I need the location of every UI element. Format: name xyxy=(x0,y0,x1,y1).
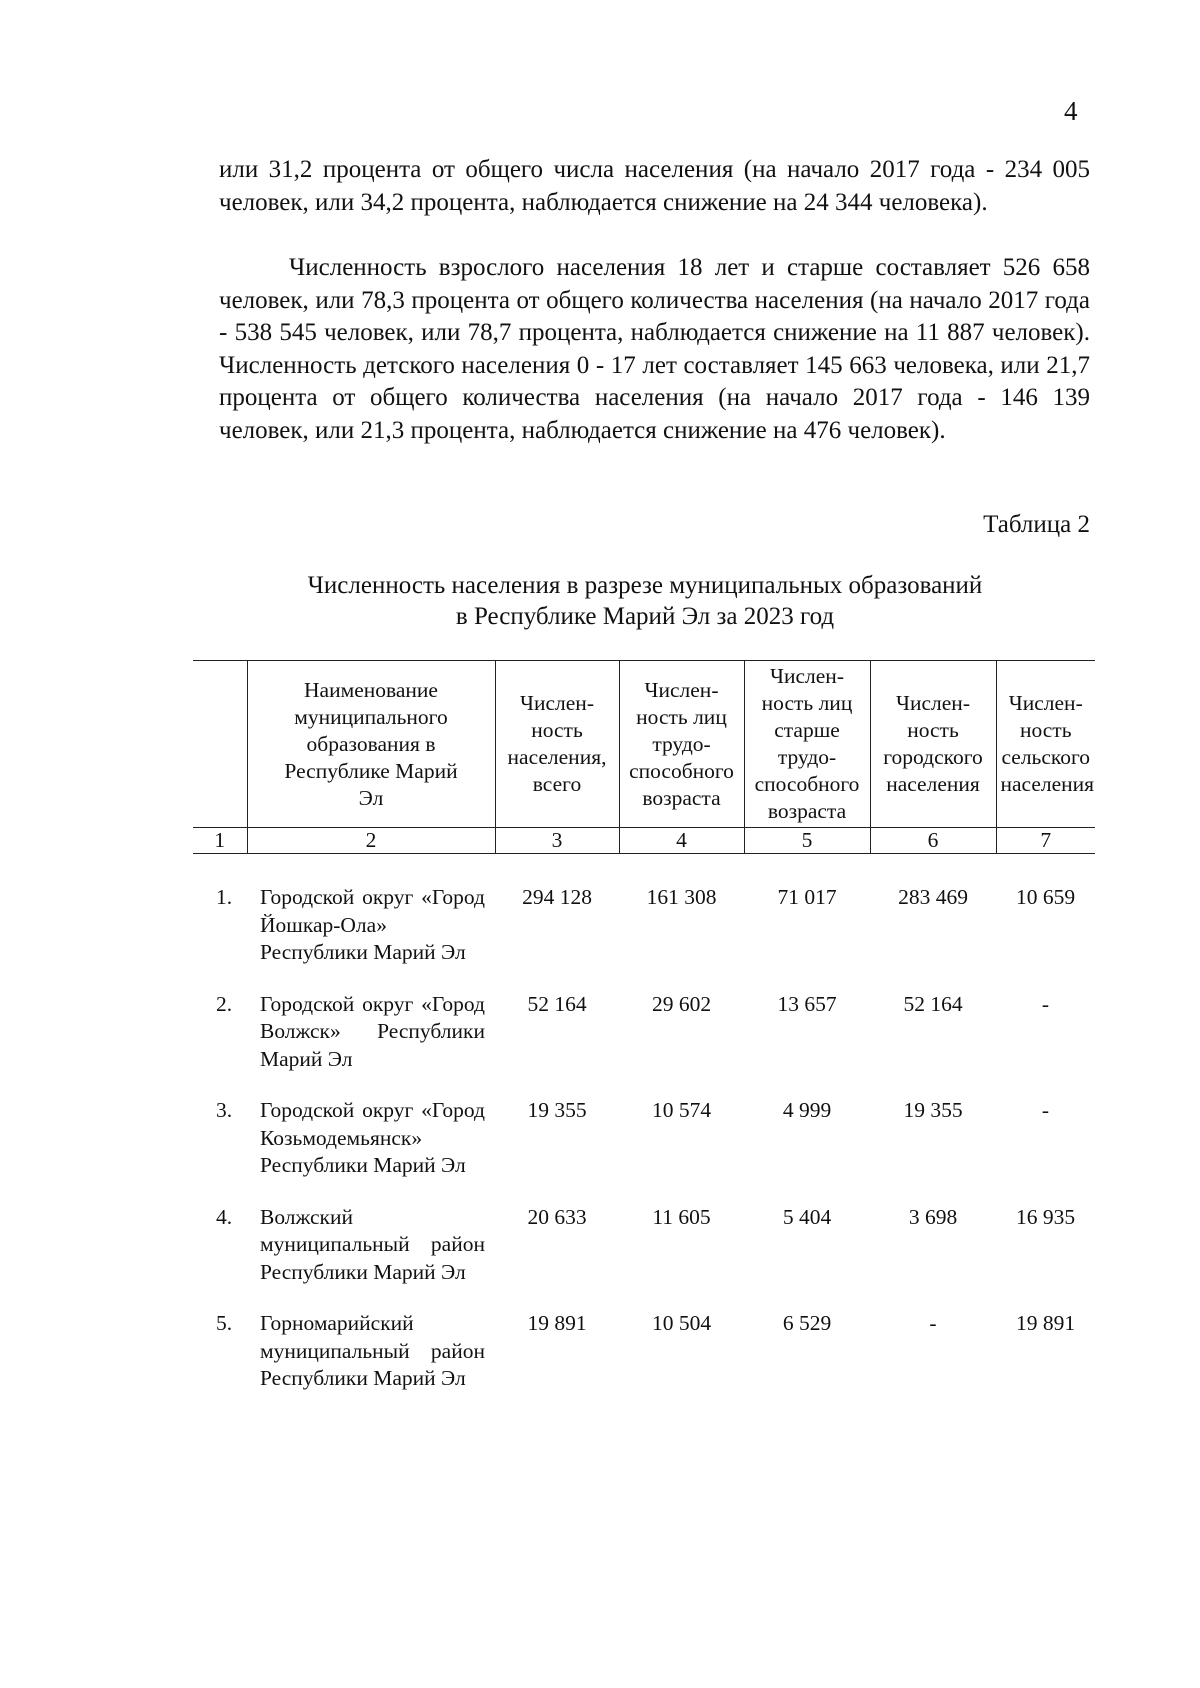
row-rural-population: 10 659 xyxy=(1015,885,1076,909)
row-total-population: 19 355 xyxy=(527,1098,587,1122)
table-row xyxy=(193,991,1095,1098)
header-older-than-working-age: Числен-ность лиц старше трудо-способного возраста xyxy=(744,661,870,828)
row-urban-population: 283 469 xyxy=(898,885,968,909)
row-working-age: 10 504 xyxy=(651,1311,712,1335)
table-row xyxy=(193,1204,1095,1311)
row-rural-population: 16 935 xyxy=(1015,1204,1076,1229)
row-working-age: 11 605 xyxy=(652,1204,711,1229)
row-older-than-working-age: 6 529 xyxy=(782,1311,832,1335)
column-number: 3 xyxy=(495,828,619,854)
row-index: 2. xyxy=(215,991,233,1016)
row-rural-population: - xyxy=(1041,991,1050,1016)
table-title xyxy=(195,570,1095,632)
row-working-age: 10 574 xyxy=(651,1098,712,1122)
row-municipality-name: Городской округ «Город Козьмодемьянск» Республики Марий Эл xyxy=(260,1098,485,1177)
header-rural-population: Числен-ность сельского населения xyxy=(996,661,1095,828)
header-urban-population: Числен-ность городского населения xyxy=(870,661,996,828)
row-older-than-working-age: 4 999 xyxy=(782,1098,832,1122)
paragraph-continuation: или 31,2 процента от общего числа населения (на начало 2017 года - 234 005 человек, или 34,2 процента, наблюдается снижение на 24 344 человека). xyxy=(219,156,1090,216)
table-title-line-1: Численность населения в разрезе муниципальных образований xyxy=(307,572,983,599)
column-number: 7 xyxy=(996,828,1095,854)
row-index: 5. xyxy=(215,1311,233,1335)
row-municipality-name: Городской округ «Город Волжск» Республики Марий Эл xyxy=(260,991,485,1071)
row-municipality-name: Волжский муниципальный район Республики Марий Эл xyxy=(260,1204,485,1284)
table-row xyxy=(193,1097,1095,1204)
row-urban-population: 3 698 xyxy=(908,1204,958,1229)
table-header-row xyxy=(193,661,1095,828)
column-number: 5 xyxy=(744,828,870,854)
row-municipality-name: Городской округ «Город Йошкар-Ола» Республики Марий Эл xyxy=(260,885,485,964)
header-total-population: Числен-ность населения, всего xyxy=(495,661,619,828)
header-index xyxy=(193,661,247,828)
row-index: 1. xyxy=(215,885,233,909)
paragraph-adult-child-population: Численность взрослого населения 18 лет и старше составляет 526 658 человек, или 78,3 процента от общего количества населения (на начало 2017 года - 538 545 человек, или 78,7 процента, наблюдается снижение на 11 887 человек). Численность детского населения 0 - 17 лет составляет 145 663 человека, или 21,7 процента от общего количества населения (на начало 2017 года - 146 139 человек, или 21,3 процента, наблюдается снижение на 476 человек). xyxy=(219,254,1090,444)
row-total-population: 20 633 xyxy=(527,1204,587,1229)
column-number: 6 xyxy=(870,828,996,854)
header-working-age: Числен-ность лиц трудо-способного возраста xyxy=(619,661,744,828)
row-index: 4. xyxy=(215,1204,233,1229)
row-rural-population: - xyxy=(1041,1098,1050,1122)
row-urban-population: - xyxy=(929,1311,937,1335)
column-number-row xyxy=(193,828,1095,854)
row-total-population: 294 128 xyxy=(522,885,592,909)
row-urban-population: 52 164 xyxy=(903,991,963,1016)
row-municipality-name: Горномарийский муниципальный район Республики Марий Эл xyxy=(260,1311,485,1390)
row-rural-population: 19 891 xyxy=(1015,1311,1076,1335)
table-caption: Таблица 2 xyxy=(983,511,1090,538)
row-working-age: 29 602 xyxy=(651,991,712,1016)
table-row xyxy=(193,854,1095,991)
table-title-line-2: в Республике Марий Эл за 2023 год xyxy=(455,603,835,630)
row-older-than-working-age: 5 404 xyxy=(782,1204,832,1229)
population-table xyxy=(193,660,1095,1417)
row-older-than-working-age: 13 657 xyxy=(777,991,837,1016)
row-index: 3. xyxy=(215,1098,233,1122)
header-municipality-name: Наименование муниципального образования в Республике Марий Эл xyxy=(247,661,495,828)
column-number: 4 xyxy=(619,828,744,854)
row-total-population: 19 891 xyxy=(527,1311,587,1335)
table-row xyxy=(193,1310,1095,1417)
row-working-age: 161 308 xyxy=(646,885,717,909)
row-urban-population: 19 355 xyxy=(903,1098,963,1122)
row-total-population: 52 164 xyxy=(527,991,587,1016)
column-number: 1 xyxy=(193,828,247,854)
page-number: 4 xyxy=(1064,96,1078,126)
row-older-than-working-age: 71 017 xyxy=(777,885,837,909)
column-number: 2 xyxy=(247,828,495,854)
